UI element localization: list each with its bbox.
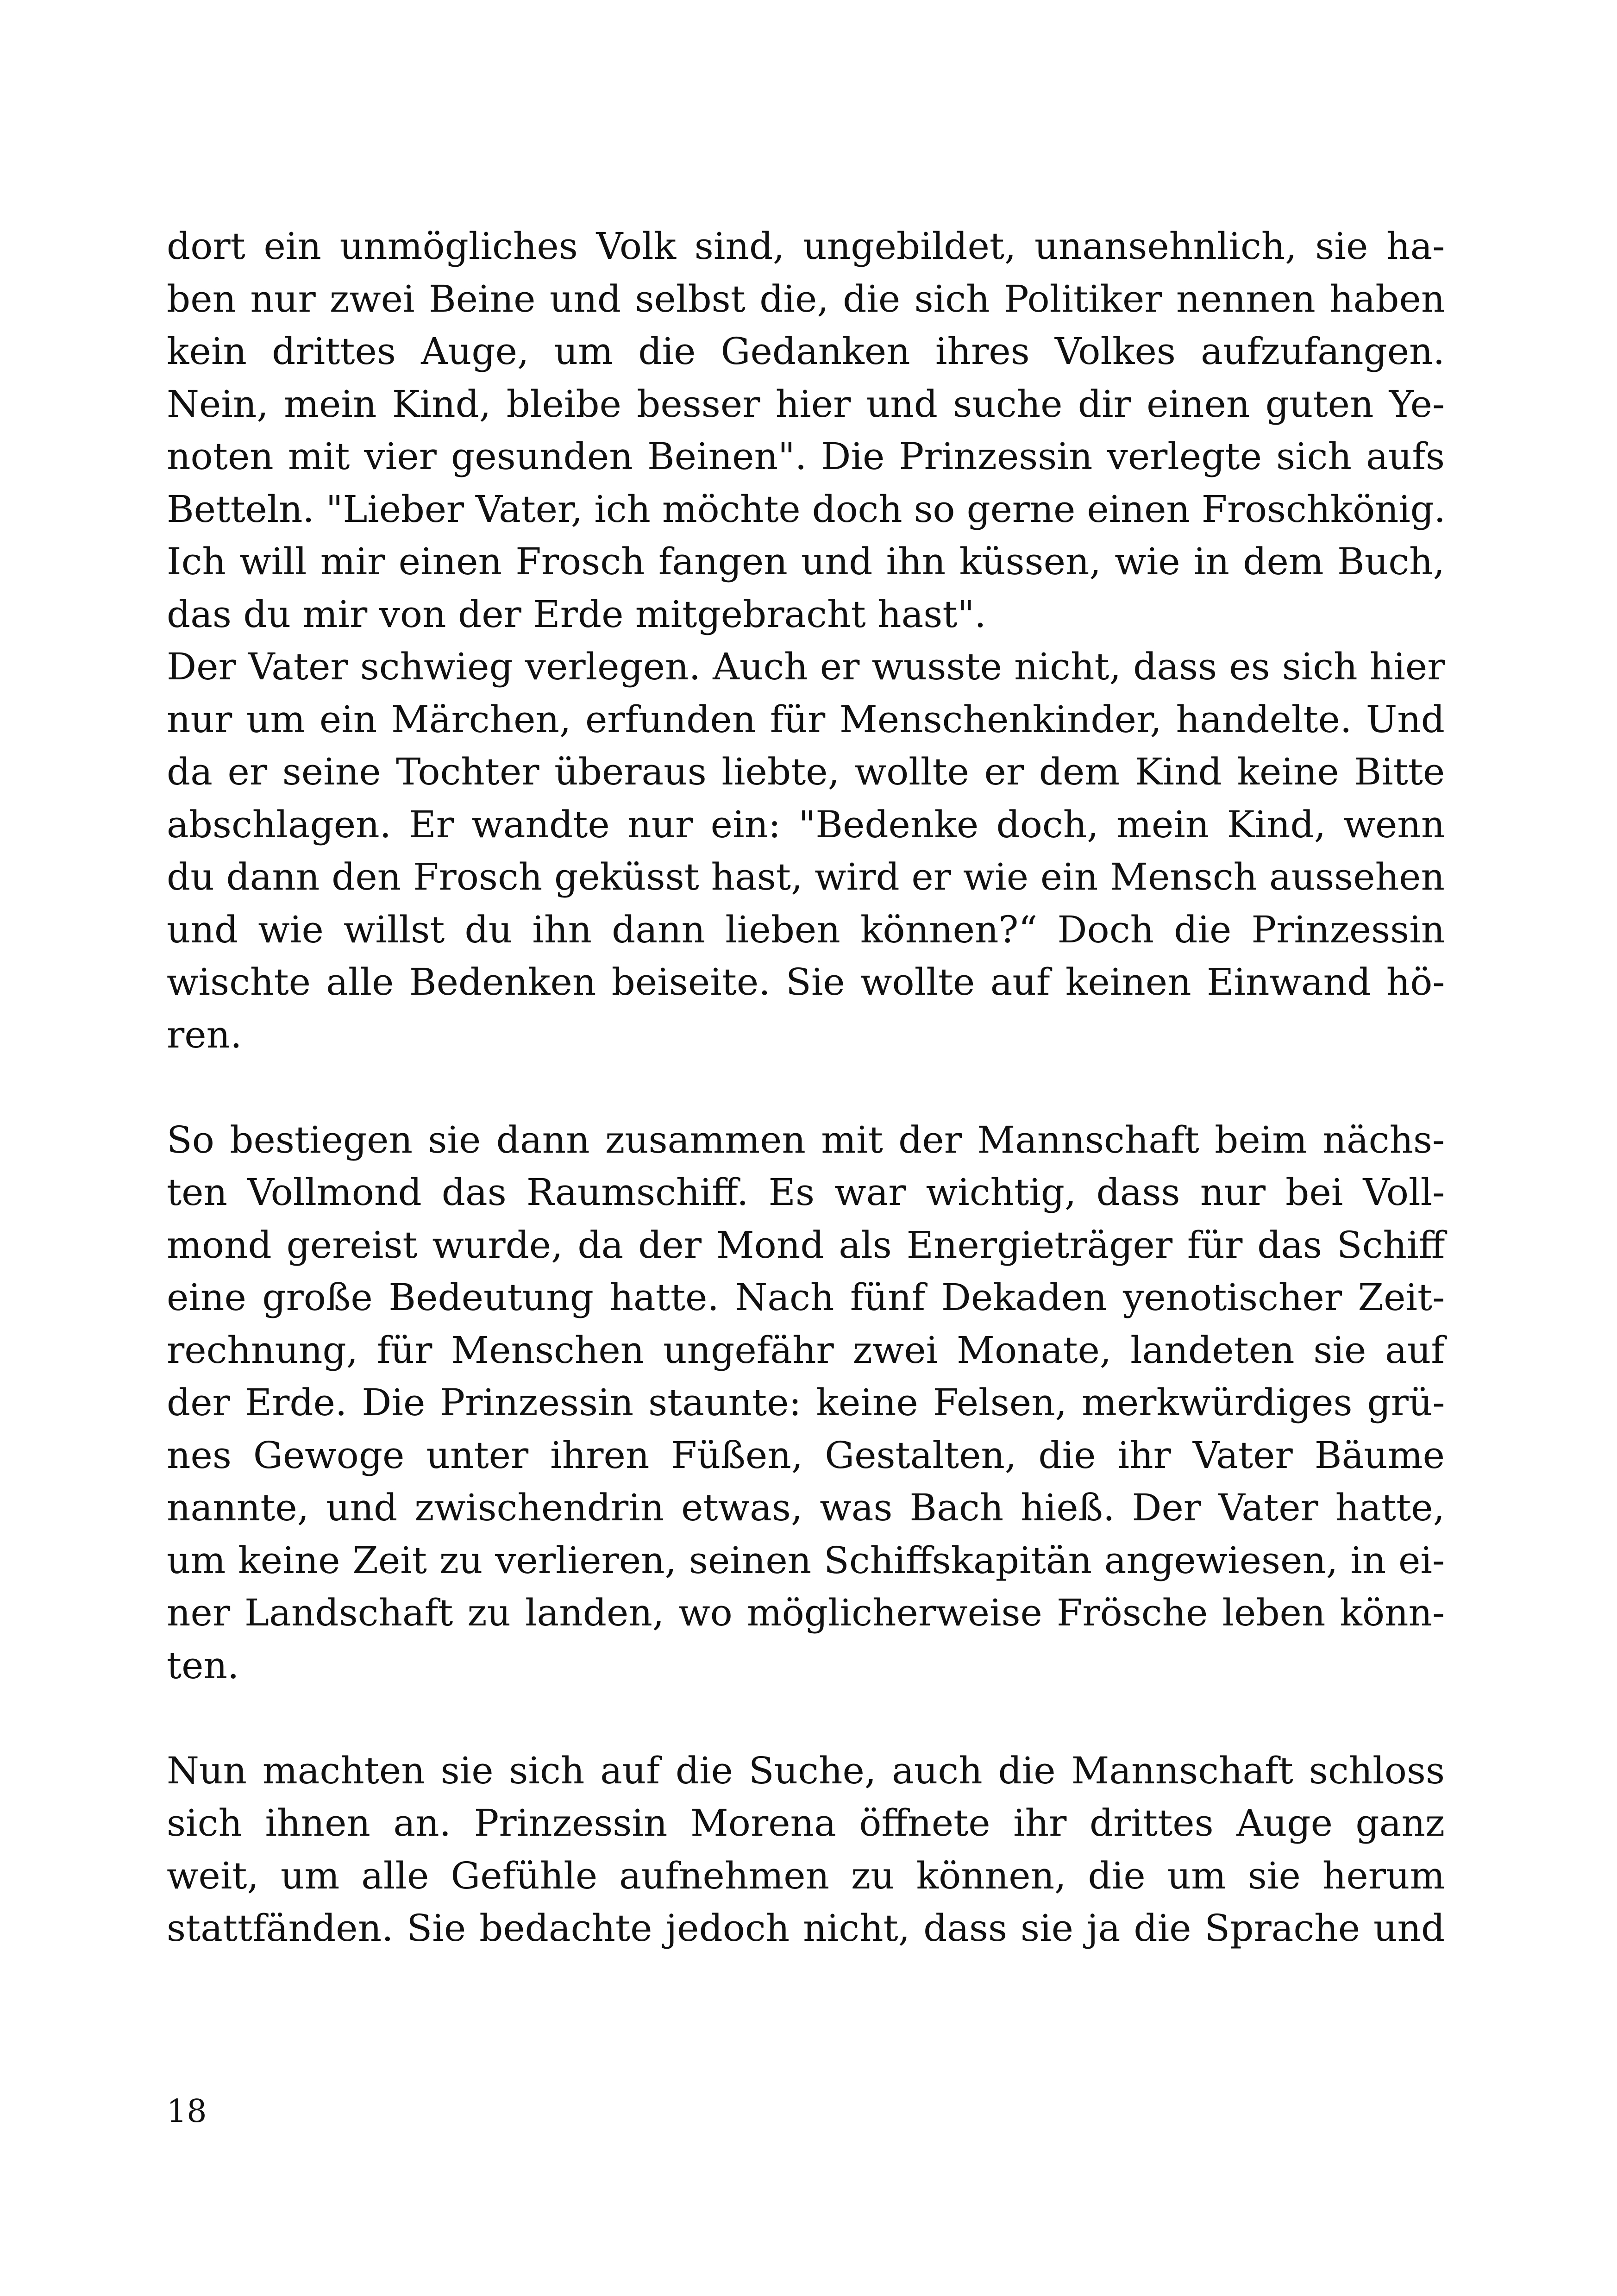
text-line: eine große Bedeutung hatte. Nach fünf Dekaden yenotischer Zeit- [167, 1276, 1445, 1319]
body-text [167, 220, 1445, 1955]
text-line: weit, um alle Gefühle aufnehmen zu können, die um sie herum [167, 1854, 1445, 1897]
text-line: nes Gewoge unter ihren Füßen, Gestalten, die ihr Vater Bäume [167, 1433, 1445, 1477]
paragraph-4 [167, 1744, 1445, 1955]
text-line: ten Vollmond das Raumschiff. Es war wichtig, dass nur bei Voll- [167, 1171, 1445, 1214]
text-line: ner Landschaft zu landen, wo möglicherweise Frösche leben könn- [167, 1591, 1445, 1634]
text-line: ren. [167, 1013, 242, 1056]
paragraph-1 [167, 220, 1445, 640]
text-line: kein drittes Auge, um die Gedanken ihres Volkes aufzufangen. [167, 330, 1445, 373]
text-line: nur um ein Märchen, erfunden für Menschenkinder, handelte. Und [167, 697, 1445, 741]
text-line: sich ihnen an. Prinzessin Morena öffnete ihr drittes Auge ganz [167, 1801, 1445, 1844]
text-line: ben nur zwei Beine und selbst die, die sich Politiker nennen haben [167, 277, 1445, 320]
text-line: Ich will mir einen Frosch fangen und ihn küssen, wie in dem Buch, [167, 540, 1445, 583]
paragraph-gap [167, 1061, 1445, 1114]
text-line: Nun machten sie sich auf die Suche, auch die Mannschaft schloss [167, 1749, 1445, 1792]
text-line: noten mit vier gesunden Beinen". Die Prinzessin verlegte sich aufs [167, 435, 1445, 478]
text-line: und wie willst du ihn dann lieben können?“ Doch die Prinzessin [167, 908, 1445, 951]
text-line: Der Vater schwieg verlegen. Auch er wusste nicht, dass es sich hier [167, 645, 1445, 688]
text-line: Betteln. "Lieber Vater, ich möchte doch so gerne einen Froschkönig. [167, 487, 1446, 531]
text-line: ten. [167, 1644, 239, 1687]
text-line: der Erde. Die Prinzessin staunte: keine Felsen, merkwürdiges grü- [167, 1381, 1445, 1424]
text-line: mond gereist wurde, da der Mond als Energieträger für das Schiff [167, 1223, 1445, 1267]
text-line: wischte alle Bedenken beiseite. Sie wollte auf keinen Einwand hö- [167, 960, 1445, 1004]
paragraph-gap [167, 1692, 1445, 1744]
text-line: Nein, mein Kind, bleibe besser hier und suche dir einen guten Ye- [167, 382, 1445, 426]
text-line: So bestiegen sie dann zusammen mit der Mannschaft beim nächs- [167, 1118, 1445, 1161]
text-line: du dann den Frosch geküsst hast, wird er wie ein Mensch aussehen [167, 855, 1445, 898]
paragraph-3 [167, 1114, 1445, 1692]
page-number: 18 [167, 2093, 207, 2130]
text-line: stattfänden. Sie bedachte jedoch nicht, dass sie ja die Sprache und [167, 1907, 1445, 1950]
text-line: nannte, und zwischendrin etwas, was Bach hieß. Der Vater hatte, [167, 1486, 1445, 1529]
text-line: das du mir von der Erde mitgebracht hast". [167, 592, 986, 636]
text-line: da er seine Tochter überaus liebte, wollte er dem Kind keine Bitte [167, 750, 1445, 793]
text-line: abschlagen. Er wandte nur ein: "Bedenke doch, mein Kind, wenn [167, 803, 1445, 846]
text-line: rechnung, für Menschen ungefähr zwei Monate, landeten sie auf [167, 1328, 1445, 1372]
paragraph-2 [167, 640, 1445, 1061]
text-line: um keine Zeit zu verlieren, seinen Schiffskapitän angewiesen, in ei- [167, 1538, 1445, 1582]
text-line: dort ein unmögliches Volk sind, ungebildet, unansehnlich, sie ha- [167, 225, 1445, 268]
